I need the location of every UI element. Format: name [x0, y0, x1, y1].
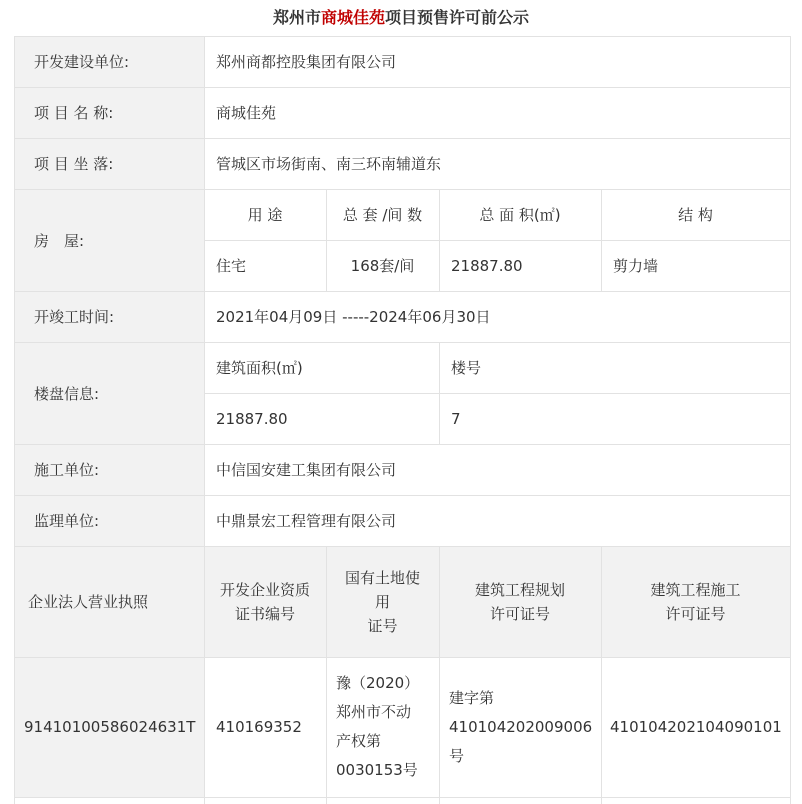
housing-value-structure: 剪力墙: [613, 257, 659, 275]
license-header: 企业法人营业执照: [14, 546, 204, 657]
supervisor-value: 中鼎景宏工程管理有限公司: [216, 512, 397, 530]
page-title: 郑州市商城佳苑项目预售许可前公示: [272, 8, 530, 27]
contractor-label: 施工单位:: [14, 444, 204, 495]
project-highlight: 商城佳苑: [320, 8, 385, 27]
building-area-value: 21887.80: [216, 409, 288, 428]
location-label: 项 目 坐 落:: [14, 138, 204, 189]
grid-line: [14, 546, 790, 547]
housing-value-units: 168套/间: [350, 257, 415, 275]
grid-line: [14, 657, 790, 658]
building-info-label: 楼盘信息:: [14, 342, 204, 444]
land-header: 国有土地使 用 证号: [326, 546, 439, 657]
grid-line: [14, 36, 15, 804]
project-name-value: 商城佳苑: [216, 104, 277, 122]
planning-header: 建筑工程规划 许可证号: [439, 546, 601, 657]
grid-line: [14, 138, 790, 139]
project-name-label: 项 目 名 称:: [14, 87, 204, 138]
housing-header-structure: 结 构: [678, 206, 713, 224]
grid-line: [14, 36, 790, 37]
building-area-header: 建筑面积(㎡): [216, 359, 303, 377]
housing-header-units: 总 套 /间 数: [342, 206, 423, 224]
grid-line: [14, 797, 790, 798]
grid-line: [439, 546, 440, 804]
construction-value: 410104202104090101: [610, 718, 782, 736]
land-value: 豫（2020） 郑州市不动 产权第 0030153号: [336, 674, 420, 779]
grid-line: [439, 189, 440, 291]
grid-line: [14, 444, 790, 445]
grid-line: [14, 87, 790, 88]
supervisor-label: 监理单位:: [14, 495, 204, 546]
housing-value-area: 21887.80: [451, 256, 523, 275]
schedule-value: 2021年04月09日 -----2024年06月30日: [216, 308, 491, 326]
grid-line: [326, 189, 327, 291]
license-value: 91410100586024631T: [14, 657, 204, 797]
planning-value: 建字第 410104202009006 号: [449, 688, 593, 765]
grid-line: [204, 240, 790, 241]
building-number-header: 楼号: [451, 359, 482, 377]
grid-line: [326, 546, 327, 804]
housing-header-use: 用 途: [247, 206, 283, 224]
grid-line: [439, 342, 440, 444]
grid-line: [14, 189, 790, 190]
construction-header: 建筑工程施工 许可证号: [601, 546, 790, 657]
developer-value: 郑州商都控股集团有限公司: [216, 53, 397, 71]
qualification-header: 开发企业资质 证书编号: [204, 546, 326, 657]
schedule-label: 开竣工时间:: [14, 291, 204, 342]
grid-line: [204, 36, 205, 804]
housing-label: 房 屋:: [14, 189, 204, 291]
grid-line: [14, 495, 790, 496]
grid-line: [601, 546, 602, 804]
contractor-value: 中信国安建工集团有限公司: [216, 461, 397, 479]
qualification-value: 410169352: [216, 718, 302, 736]
grid-line: [601, 189, 602, 291]
grid-line: [204, 393, 790, 394]
grid-line: [14, 291, 790, 292]
grid-line: [14, 342, 790, 343]
housing-header-area: 总 面 积(㎡): [479, 206, 561, 224]
developer-label: 开发建设单位:: [14, 36, 204, 87]
location-value: 管城区市场街南、南三环南辅道东: [216, 155, 442, 173]
building-number-value: 7: [451, 409, 461, 428]
housing-value-use: 住宅: [216, 257, 247, 275]
grid-line: [790, 36, 791, 804]
